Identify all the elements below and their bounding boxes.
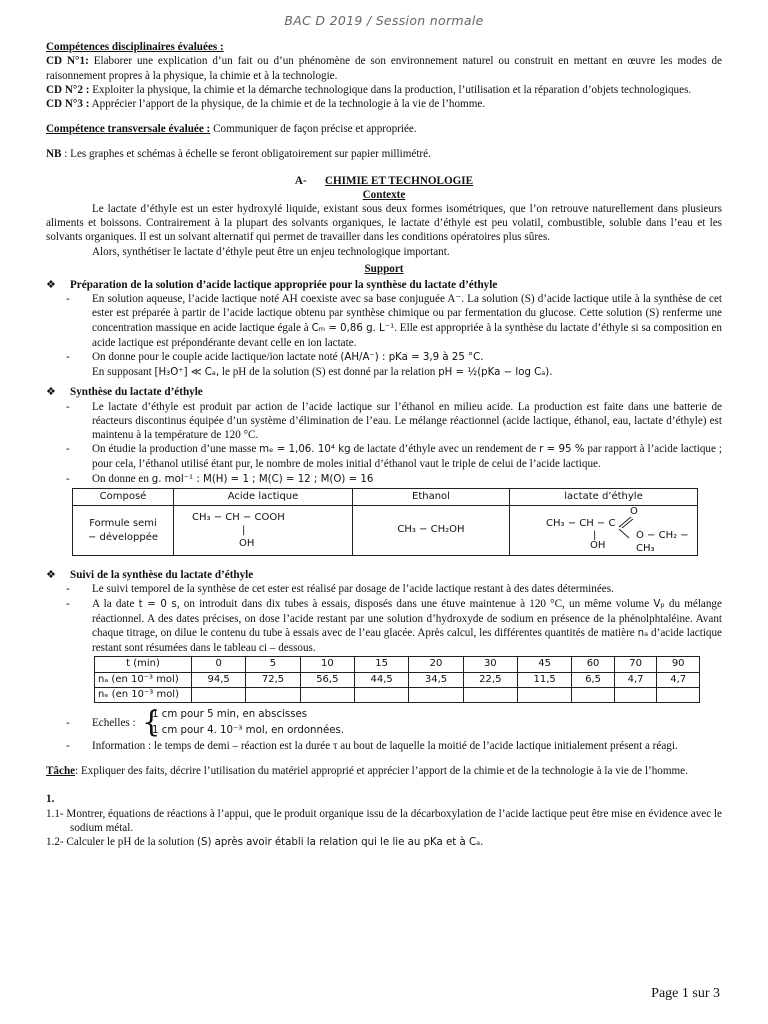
contexte-paragraph-2: Alors, synthétiser le lactate d’éthyle peut être un enjeu technologique important.: [92, 245, 450, 258]
prep-item-1-text-b: . Elle est appropriée à la synthèse du lactate d’éthyle si sa composition en acide lactique est prépondérante devant celle en ion lactate.: [92, 321, 722, 349]
prep-item-2-text: On donne pour le couple acide lactique/ion lactate noté: [92, 351, 338, 364]
cd3-text: Apprécier l’apport de la physique, de la chimie et de la technologie à la vie de l’homme.: [91, 98, 486, 111]
ester-ethyl-chain: O − CH₂ − CH₃: [636, 529, 689, 554]
transversale-label: Compétence transversale évaluée :: [46, 123, 211, 136]
cd2-label: CD N°2 :: [46, 83, 90, 96]
cd2-text: Exploiter la physique, la chimie et la démarche technologique dans la production, l’utilisation et la réparation d’objets technologiques.: [92, 83, 692, 96]
suivi-item-2-text-a: A la date: [92, 597, 135, 610]
ethyl-lactate-formula: [510, 506, 698, 556]
t-cell: 0: [192, 657, 246, 672]
formula-row: [73, 506, 698, 556]
ester-oh: OH: [590, 539, 606, 551]
competences-title: Compétences disciplinaires évaluées :: [46, 41, 224, 54]
question-number: 1.: [46, 793, 55, 806]
synth-item-3: - On donne en g. mol⁻¹ : M(H) = 1 ; M(C) = 12 ; M(O) = 16: [66, 472, 374, 485]
t-cell: 70: [614, 657, 657, 672]
tache: [46, 764, 722, 778]
prep-item-2-relation: [46, 365, 722, 380]
info-item: - Information : le temps de demi – réaction est la durée τ au bout de laquelle la moitié de l’acide lactique initialement présent a réagi.: [66, 739, 678, 752]
volume-symbol: Vₚ: [653, 598, 665, 610]
echelle-ordonnees: 1 cm pour 4. 10⁻³ mol, en ordonnées.: [152, 724, 345, 736]
ne-cell: [354, 687, 408, 702]
lactic-acid-formula: [174, 506, 353, 556]
molar-masses: g. mol⁻¹ : M(H) = 1 ; M(C) = 12 ; M(O) = 16: [151, 473, 374, 485]
suivi-item-2-text-c: du mélange réactionnel. A des dates précises, on dose l’acide restant par une solution d’hydroxyde de sodium en présence de la phénolphtaléine. Avant chaque titrage, on dilue le contenu du tube à essais avec de l’eau glacée. Après calcul, les différentes quantités de matière: [92, 597, 722, 639]
ne-cell: [300, 687, 354, 702]
echelles-label: Echelles :: [92, 716, 136, 729]
prep-title: Préparation de la solution d’acide lactique appropriée pour la synthèse du lactate d’éthyle: [70, 279, 498, 292]
t-cell: 45: [517, 657, 571, 672]
contexte-title: Contexte: [362, 188, 406, 201]
diamond-bullet-icon: ❖: [46, 386, 56, 399]
suivi-title: Suivi de la synthèse du lactate d’éthyle: [70, 569, 254, 582]
row-label-t: t (min): [95, 657, 192, 672]
pka-value: (AH/A⁻) : pKa = 3,9 à 25 °C.: [340, 352, 484, 364]
tache-label: Tâche: [46, 765, 76, 778]
compounds-table: [72, 488, 698, 556]
nb-note: [46, 147, 722, 161]
t-cell: 5: [246, 657, 300, 672]
table-header: Composé: [73, 488, 174, 505]
suivi-item-1-text: Le suivi temporel de la synthèse de cet ester est réalisé par dosage de l’acide lactique restant à des dates déterminées.: [92, 583, 614, 596]
na-cell: 44,5: [354, 672, 408, 687]
brace-icon: {: [142, 704, 161, 739]
prep-item-2: - On donne pour le couple acide lactique/ion lactate noté (AH/A⁻) : pKa = 3,9 à 25 °C.: [66, 351, 484, 364]
ne-cell: [463, 687, 517, 702]
ester-bonds: [617, 514, 635, 540]
ethanol-formula: [353, 506, 510, 556]
cd1: [46, 54, 722, 82]
na-cell: 22,5: [463, 672, 517, 687]
page: [46, 14, 722, 850]
na-cell: 56,5: [300, 672, 354, 687]
ester-main-chain: CH₃ − CH − C: [546, 517, 616, 529]
kinetics-row-ne: [95, 687, 700, 702]
synth-heading: [46, 385, 722, 399]
echelles: - Echelles : { 1 cm pour 5 min, en abscisses 1 cm pour 4. 10⁻³ mol, en ordonnées.: [66, 704, 345, 739]
cd1-label: CD N°1:: [46, 55, 89, 68]
diamond-bullet-icon: ❖: [46, 569, 56, 582]
question-1-1: 1.1- Montrer, équations de réactions à l’appui, que le produit organique issu de la décarboxylation de l’acide lactique peut être mise en évidence avec le sodium métal.: [46, 807, 722, 834]
kinetics-table: [94, 656, 700, 703]
synth-item-3-text: On donne en: [92, 472, 149, 485]
prep-item-1-text-a: En solution aqueuse, l’acide lactique noté AH coexiste avec sa base conjuguée A⁻. La solution (S) d’acide lactique utile à la synthèse de cet ester est préparée à partir de l’acide lactique obtenu par synthèse chimique ou par fermentation du glucose. Cette solution (S) renferme une concentration massique en acide lactique égale à: [92, 293, 722, 334]
start-time: t = 0 s: [138, 598, 177, 610]
ne-cell: [192, 687, 246, 702]
page-header: BAC D 2019 / Session normale: [284, 13, 484, 28]
ester-bond: |: [593, 529, 597, 541]
suivi-item-2: - A la date t = 0 s, on introduit dans dix tubes à essais, disposés dans une étuve maintenue à 120 °C, un même volume Vₚ du mélange réactionnel. A des dates précises, on dose l’acide restant par une solution d’hydroxyde de sodium en présence de la phénolphtaléine. Avant chaque titrage, on dilue le contenu du tube à essais avec de l’eau glacée. Après calcul, les différentes quantités de matière nₐ d’acide lactique restant sont résumées dans le tableau ci – dessous.: [66, 597, 722, 655]
row-label-line-1: Formule semi: [89, 517, 157, 529]
suivi-heading: [46, 568, 722, 582]
ethanol-text: CH₃ − CH₂OH: [397, 524, 465, 536]
table-header: lactate d’éthyle: [510, 488, 698, 505]
ne-cell: [246, 687, 300, 702]
synth-item-1: - Le lactate d’éthyle est produit par action de l’acide lactique sur l’éthanol en milieu acide. La production est faite dans une batterie de réacteurs discontinus équipée d’un système d’élimination de l’eau. Le mélange réactionnel (acide lactique, éthanol, eau, lactate d’éthyle) est maintenu à la température de 120 °C.: [66, 400, 722, 442]
cd3-label: CD N°3 :: [46, 98, 90, 111]
section-letter: A-: [294, 174, 307, 187]
t-cell: 20: [409, 657, 463, 672]
prep-relation-text: le pH de la solution (S) est donné par la relation: [221, 366, 436, 379]
competence-transversale: [46, 122, 722, 136]
nb-text: : Les graphes et schémas à échelle se feront obligatoirement sur papier millimétré.: [64, 148, 431, 161]
ph-formula: pH = ½(pKa − log Cₐ).: [438, 367, 553, 379]
kinetics-row-t: [95, 657, 700, 672]
diamond-bullet-icon: ❖: [46, 279, 56, 292]
synth-item-2-text-b: de lactate d’éthyle avec un rendement de: [353, 443, 537, 456]
yield-value: r = 95 %: [539, 444, 585, 456]
compounds-header-row: [73, 488, 698, 505]
ne-cell: [517, 687, 571, 702]
na-cell: 4,7: [657, 672, 700, 687]
synth-item-2: - On étudie la production d’une masse mₑ = 1,06. 10⁴ kg de lactate d’éthyle avec un rendement de r = 95 % par rapport à l’acide lactique ; pour cela, l’éthanol utilisé étant pur, le nombre de moles initial d’éthanol vaut le triple de celui de l’acide lactique.: [66, 443, 722, 471]
formula-row-label: [73, 506, 174, 556]
question-1-2-text: 1.2- Calculer le pH de la solution: [46, 835, 195, 848]
concentration-value: Cₘ = 0,86 g. L⁻¹: [311, 322, 395, 334]
prep-item-1: - En solution aqueuse, l’acide lactique noté AH coexiste avec sa base conjuguée A⁻. La solution (S) d’acide lactique utile à la synthèse de cet ester est préparée à partir de l’acide lactique obtenu par synthèse chimique ou par fermentation du glucose. Cette solution (S) renferme une concentration massique en acide lactique égale à Cₘ = 0,86 g. L⁻¹. Elle est appropriée à la synthèse du lactate d’éthyle si sa composition en acide lactique est prépondérante devant celle en ion lactate.: [66, 293, 722, 349]
nb-label: NB: [46, 148, 62, 161]
na-cell: 6,5: [572, 672, 615, 687]
synth-item-2-text-c: par rapport à l’acide lactique ; pour cela, l’éthanol utilisé étant pur, le nombre de moles initial d’éthanol vaut le triple de celui de l’acide lactique.: [92, 443, 722, 471]
synth-item-1-text: Le lactate d’éthyle est produit par action de l’acide lactique sur l’éthanol en milieu acide. La production est faite dans une batterie de réacteurs discontinus équipée d’un système d’élimination de l’eau. Le mélange réactionnel (acide lactique, éthanol, eau, lactate d’éthyle) est maintenu à la température de 120 °C.: [92, 400, 722, 442]
cd2: [46, 83, 722, 97]
row-label-line-2: − développée: [87, 531, 159, 543]
ne-cell: [614, 687, 657, 702]
section-name: CHIMIE ET TECHNOLOGIE: [324, 174, 474, 187]
echelle-abscisses: 1 cm pour 5 min, en abscisses: [152, 708, 308, 720]
t-cell: 30: [463, 657, 517, 672]
page-number: Page 1 sur 3: [651, 986, 720, 1001]
suivi-item-2-text-b: , on introduit dans dix tubes à essais, disposés dans une étuve maintenue à 120 °C, un même volume: [176, 597, 650, 610]
t-cell: 10: [300, 657, 354, 672]
kinetics-row-na: [95, 672, 700, 687]
cd1-text: Elaborer une explication d’un fait ou d’un phénomène de son environnement naturel ou construit en mettant en œuvre les modes de raisonnement propres à la physique, la chimie et à la technologie.: [46, 55, 722, 82]
row-label-na: nₐ (en 10⁻³ mol): [95, 672, 192, 687]
na-cell: 72,5: [246, 672, 300, 687]
t-cell: 90: [657, 657, 700, 672]
acid-bond: |: [242, 525, 246, 537]
question-1-2-formula: (S) après avoir établi la relation qui le lie au pKa et à Cₐ.: [197, 836, 484, 848]
question-1-2: [46, 835, 722, 850]
na-cell: 4,7: [614, 672, 657, 687]
info-text: Information : le temps de demi – réaction est la durée τ au bout de laquelle la moitié de l’acide lactique initialement présent a réagi.: [92, 739, 678, 752]
prep-condition: [H₃O⁺] ≪ Cₐ,: [154, 367, 220, 379]
mass-value: mₑ = 1,06. 10⁴ kg: [259, 444, 351, 456]
ne-cell: [572, 687, 615, 702]
prep-heading: [46, 278, 722, 292]
cd3: [46, 97, 722, 111]
na-cell: 34,5: [409, 672, 463, 687]
row-label-ne: nₑ (en 10⁻³ mol): [95, 687, 192, 702]
acid-main-chain: CH₃ − CH − COOH: [192, 512, 285, 524]
na-cell: 94,5: [192, 672, 246, 687]
ne-cell: [657, 687, 700, 702]
ne-cell: [409, 687, 463, 702]
ester-carbonyl-o: O: [630, 505, 638, 517]
transversale-text: Communiquer de façon précise et appropriée.: [213, 123, 417, 136]
suivi-item-1: - Le suivi temporel de la synthèse de cet ester est réalisé par dosage de l’acide lactique restant à des dates déterminées.: [66, 583, 614, 596]
contexte-paragraph-1: Le lactate d’éthyle est un ester hydroxylé liquide, existant sous deux formes isométriques, que l’on retrouve naturellement dans plusieurs aliments et boissons. Contrairement à la plupart des solvants organiques, le lactate d’éthyle est peu volatil, combustible, soluble dans l’eau et les solvants organiques. Il est un solvant alternatif qui permet de travailler dans les conditions opératoires plus sûres.: [46, 203, 722, 244]
tache-text: : Expliquer des faits, décrire l’utilisation du matériel approprié et apprécier l’apport de la chimie et de la technologie à la vie de l’homme.: [75, 765, 688, 778]
acid-oh: OH: [239, 538, 255, 550]
t-cell: 15: [354, 657, 408, 672]
suivi-item-2-text-d: d’acide lactique restant sont résumées dans le tableau ci – dessous.: [92, 626, 722, 655]
synth-title: Synthèse du lactate d’éthyle: [70, 386, 203, 399]
na-symbol: nₐ: [637, 627, 649, 639]
section-title: [46, 174, 722, 188]
table-header: Ethanol: [353, 488, 510, 505]
table-header: Acide lactique: [174, 488, 353, 505]
prep-relation-intro: En supposant: [92, 366, 152, 379]
synth-item-2-text-a: On étudie la production d’une masse: [92, 443, 257, 456]
na-cell: 11,5: [517, 672, 571, 687]
t-cell: 60: [572, 657, 615, 672]
support-title: Support: [364, 262, 404, 275]
